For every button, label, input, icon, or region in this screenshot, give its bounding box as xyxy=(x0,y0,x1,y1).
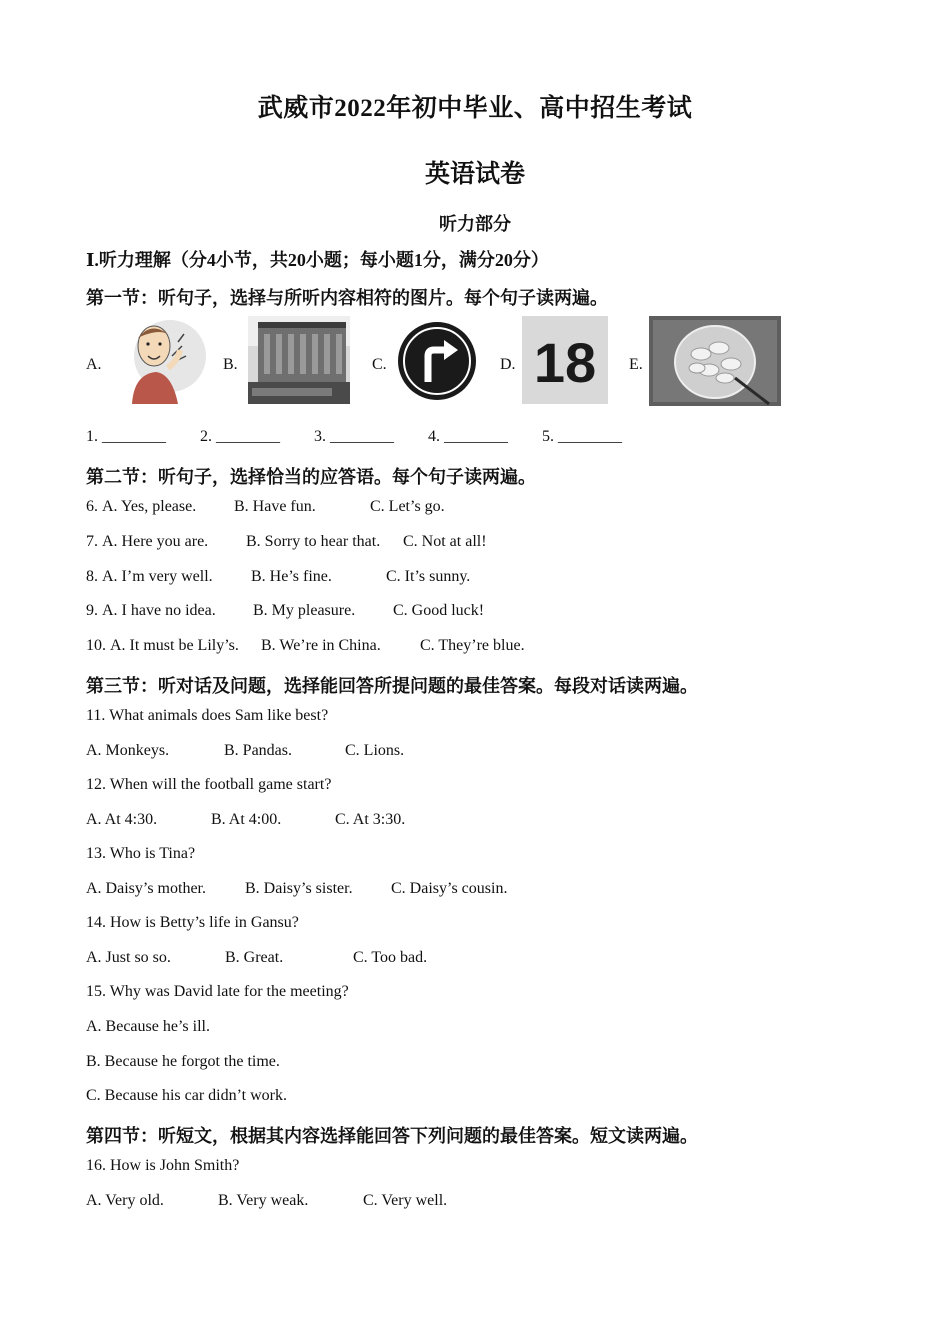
option-c: C. Lions. xyxy=(345,742,405,759)
question-10 xyxy=(86,637,525,655)
blank-2[interactable]: 2. ________ xyxy=(200,428,280,445)
blank-1[interactable]: 1. ________ xyxy=(86,428,166,445)
question-15-option-a: A. Because he’s ill. xyxy=(86,1018,210,1035)
person-talking-icon xyxy=(112,316,206,404)
option-b: B. My pleasure. xyxy=(253,602,356,619)
option-c: C. They’re blue. xyxy=(420,637,525,654)
question-number: 8. xyxy=(86,568,98,585)
turn-right-sign-icon xyxy=(396,318,478,404)
dumplings-plate-icon xyxy=(649,316,781,406)
question-number: 7. xyxy=(86,533,98,550)
picture-label-c: C. xyxy=(372,356,387,373)
picture-label-b: B. xyxy=(223,356,238,373)
option-a: A. I have no idea. xyxy=(102,602,216,619)
option-a: A. Monkeys. xyxy=(86,742,170,759)
question-8 xyxy=(86,568,470,586)
answer-blanks xyxy=(86,428,652,446)
question-15-option-b: B. Because he forgot the time. xyxy=(86,1053,280,1070)
option-b: B. We’re in China. xyxy=(261,637,381,654)
option-b: B. Daisy’s sister. xyxy=(245,880,353,897)
question-11-options xyxy=(86,742,404,760)
option-c: C. Too bad. xyxy=(353,949,428,966)
option-a: A. Very old. xyxy=(86,1192,164,1209)
question-13: 13. Who is Tina? xyxy=(86,845,196,862)
question-16: 16. How is John Smith? xyxy=(86,1157,240,1174)
blank-4[interactable]: 4. ________ xyxy=(428,428,508,445)
question-12-options xyxy=(86,811,405,829)
library-building-icon xyxy=(248,316,350,404)
question-14: 14. How is Betty’s life in Gansu? xyxy=(86,914,299,931)
option-b: B. Very weak. xyxy=(218,1192,309,1209)
option-c: C. Very well. xyxy=(363,1192,448,1209)
question-16-options xyxy=(86,1192,447,1210)
option-a: A. It must be Lily’s. xyxy=(110,637,239,654)
option-b: B. Great. xyxy=(225,949,284,966)
option-a: A. At 4:30. xyxy=(86,811,158,828)
question-11: 11. What animals does Sam like best? xyxy=(86,707,329,724)
option-c: C. At 3:30. xyxy=(335,811,406,828)
option-b: B. He’s fine. xyxy=(251,568,332,585)
picture-row xyxy=(86,316,806,408)
blank-5[interactable]: 5. ________ xyxy=(542,428,622,445)
section2-heading: 第二节：听句子，选择恰当的应答语。每个句子读两遍。 xyxy=(86,467,536,487)
option-c: C. Not at all! xyxy=(403,533,487,550)
picture-label-a: A. xyxy=(86,356,102,373)
question-number: 9. xyxy=(86,602,98,619)
question-9 xyxy=(86,602,484,620)
number-18-text: 18 xyxy=(533,331,597,394)
blank-3[interactable]: 3. ________ xyxy=(314,428,394,445)
option-a: A. Yes, please. xyxy=(102,498,197,515)
question-7 xyxy=(86,533,487,551)
question-number: 10. xyxy=(86,637,106,654)
question-15: 15. Why was David late for the meeting? xyxy=(86,983,349,1000)
question-6 xyxy=(86,498,445,516)
question-13-options xyxy=(86,880,507,898)
option-b: B. Have fun. xyxy=(234,498,316,515)
section3-heading: 第三节：听对话及问题，选择能回答所提问题的最佳答案。每段对话读两遍。 xyxy=(86,676,698,696)
question-12: 12. When will the football game start? xyxy=(86,776,332,793)
option-c: C. Let’s go. xyxy=(370,498,445,515)
option-a: A. Daisy’s mother. xyxy=(86,880,206,897)
option-c: C. It’s sunny. xyxy=(386,568,471,585)
question-number: 6. xyxy=(86,498,98,515)
question-15-option-c: C. Because his car didn’t work. xyxy=(86,1087,287,1104)
option-a: A. I’m very well. xyxy=(102,568,213,585)
section1-heading: 第一节：听句子，选择与所听内容相符的图片。每个句子读两遍。 xyxy=(86,288,608,308)
option-a: A. Just so so. xyxy=(86,949,171,966)
number-18-icon xyxy=(522,316,608,404)
exam-title: 武威市2022年初中毕业、高中招生考试 xyxy=(257,95,693,122)
option-c: C. Good luck! xyxy=(393,602,485,619)
option-c: C. Daisy’s cousin. xyxy=(391,880,508,897)
option-b: B. At 4:00. xyxy=(211,811,282,828)
option-a: A. Here you are. xyxy=(102,533,209,550)
part-title: 听力部分 xyxy=(439,214,511,234)
question-14-options xyxy=(86,949,427,967)
option-b: B. Pandas. xyxy=(224,742,292,759)
exam-subtitle: 英语试卷 xyxy=(424,161,525,188)
option-b: B. Sorry to hear that. xyxy=(246,533,381,550)
picture-label-d: D. xyxy=(500,356,516,373)
section4-heading: 第四节：听短文，根据其内容选择能回答下列问题的最佳答案。短文读两遍。 xyxy=(86,1126,698,1146)
picture-label-e: E. xyxy=(629,356,643,373)
part1-heading: Ⅰ.听力理解（分4小节，共20小题；每小题1分，满分20分） xyxy=(86,250,549,270)
